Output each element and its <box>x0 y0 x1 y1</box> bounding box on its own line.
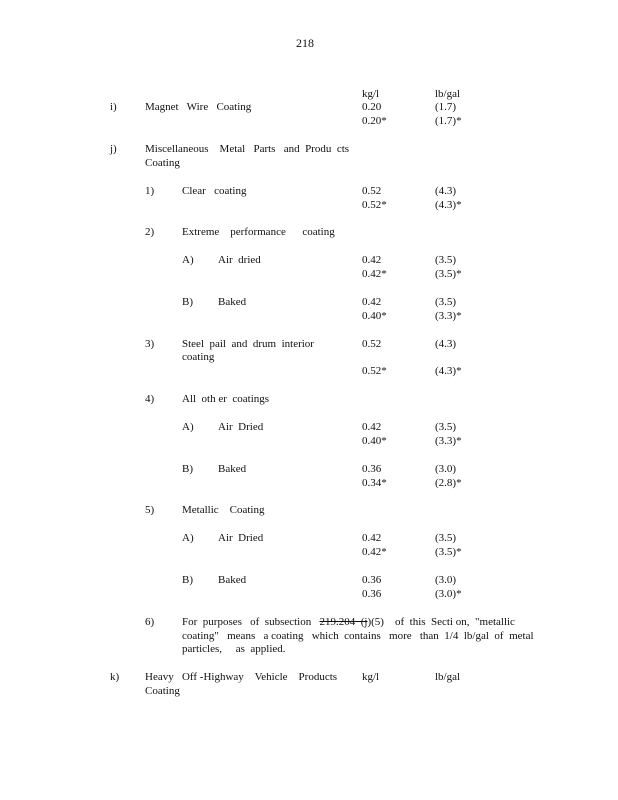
item-j5b-label: Baked <box>218 574 247 586</box>
item-j4b-lb-value: (3.0) <box>435 463 457 475</box>
item-j4b-marker: B) <box>182 463 193 475</box>
item-j5-label: Metallic Coating <box>182 504 265 516</box>
item-j2b-lb-value-alt: (3.3)* <box>435 310 462 322</box>
item-i-lb-value: (1.7) <box>435 101 457 113</box>
item-j2b-label: Baked <box>218 296 247 308</box>
item-j6-line2: coating" means a coating which contains more than 1/4 lb/gal of metal <box>182 630 534 642</box>
item-k-marker: k) <box>110 671 120 683</box>
item-j5a-marker: A) <box>182 532 194 544</box>
item-j4a-label: Air Dried <box>218 421 264 433</box>
item-j6-line1-pre: For purposes of subsection <box>182 616 320 628</box>
item-j2b-kg-value: 0.42 <box>362 296 382 308</box>
item-j4b-kg-value: 0.36 <box>362 463 382 475</box>
item-j4b-kg-value-alt: 0.34* <box>362 477 387 489</box>
item-j3-lb-value: (4.3) <box>435 338 457 350</box>
item-j2a-lb-value: (3.5) <box>435 254 457 266</box>
item-j2a-kg-value: 0.42 <box>362 254 382 266</box>
item-j6-line3: particles, as applied. <box>182 643 286 655</box>
item-j5b-marker: B) <box>182 574 193 586</box>
item-i-lb-value-alt: (1.7)* <box>435 115 462 127</box>
item-j2-label: Extreme performance coating <box>182 226 335 238</box>
item-j2b-lb-value: (3.5) <box>435 296 457 308</box>
item-j3-kg-value: 0.52 <box>362 338 382 350</box>
item-j3-lb-value-alt: (4.3)* <box>435 365 462 377</box>
item-j3-marker: 3) <box>145 338 155 350</box>
item-j1-lb-value: (4.3) <box>435 185 457 197</box>
item-j4a-marker: A) <box>182 421 194 433</box>
item-j5a-kg-value-alt: 0.42* <box>362 546 387 558</box>
units-kg-header: kg/l <box>362 88 380 100</box>
item-j4a-lb-value: (3.5) <box>435 421 457 433</box>
item-j2b-marker: B) <box>182 296 193 308</box>
item-j3-kg-value-alt: 0.52* <box>362 365 387 377</box>
item-j5a-label: Air Dried <box>218 532 264 544</box>
item-j2a-marker: A) <box>182 254 194 266</box>
item-j1-lb-value-alt: (4.3)* <box>435 199 462 211</box>
item-j5b-kg-value: 0.36 <box>362 574 382 586</box>
item-j5b-kg-value-alt: 0.36 <box>362 588 382 600</box>
item-j2a-lb-value-alt: (3.5)* <box>435 268 462 280</box>
item-j3-label-line2: coating <box>182 351 215 363</box>
item-j6-line1-post: )(5) of this Secti on, "metallic <box>367 616 515 628</box>
item-j4b-label: Baked <box>218 463 247 475</box>
item-j4-marker: 4) <box>145 393 155 405</box>
item-j6-line1 <box>182 616 515 629</box>
item-j-label-line2: Coating <box>145 157 180 169</box>
item-j6-marker: 6) <box>145 616 155 628</box>
units-lb-header: lb/gal <box>435 88 461 100</box>
item-k-kg-header: kg/l <box>362 671 380 683</box>
item-j5-marker: 5) <box>145 504 155 516</box>
item-j1-label: Clear coating <box>182 185 247 197</box>
item-k-lb-header: lb/gal <box>435 671 461 683</box>
item-j4a-kg-value: 0.42 <box>362 421 382 433</box>
page-number: 218 <box>296 36 314 50</box>
item-j-marker: j) <box>110 143 117 155</box>
item-j6-struck-reference: 219.204 (j <box>319 616 368 628</box>
item-j5b-lb-value-alt: (3.0)* <box>435 588 462 600</box>
item-i-marker: i) <box>110 101 117 113</box>
item-i-kg-value-alt: 0.20* <box>362 115 387 127</box>
item-j4a-kg-value-alt: 0.40* <box>362 435 387 447</box>
item-k-label-line1: Heavy Off -Highway Vehicle Products <box>145 671 338 683</box>
item-j4-label: All oth er coatings <box>182 393 270 405</box>
item-j1-marker: 1) <box>145 185 155 197</box>
item-j1-kg-value: 0.52 <box>362 185 382 197</box>
item-k-label-line2: Coating <box>145 685 180 697</box>
item-j2b-kg-value-alt: 0.40* <box>362 310 387 322</box>
item-j2a-label: Air dried <box>218 254 261 266</box>
item-j2-marker: 2) <box>145 226 155 238</box>
item-j2a-kg-value-alt: 0.42* <box>362 268 387 280</box>
item-j3-label-line1: Steel pail and drum interior <box>182 338 314 350</box>
item-j5a-lb-value-alt: (3.5)* <box>435 546 462 558</box>
item-j-label-line1: Miscellaneous Metal Parts and Produ cts <box>145 143 350 155</box>
item-j5a-lb-value: (3.5) <box>435 532 457 544</box>
item-j1-kg-value-alt: 0.52* <box>362 199 387 211</box>
item-i-kg-value: 0.20 <box>362 101 382 113</box>
item-j4b-lb-value-alt: (2.8)* <box>435 477 462 489</box>
item-j5b-lb-value: (3.0) <box>435 574 457 586</box>
item-j4a-lb-value-alt: (3.3)* <box>435 435 462 447</box>
item-j5a-kg-value: 0.42 <box>362 532 382 544</box>
item-i-label: Magnet Wire Coating <box>145 101 252 113</box>
